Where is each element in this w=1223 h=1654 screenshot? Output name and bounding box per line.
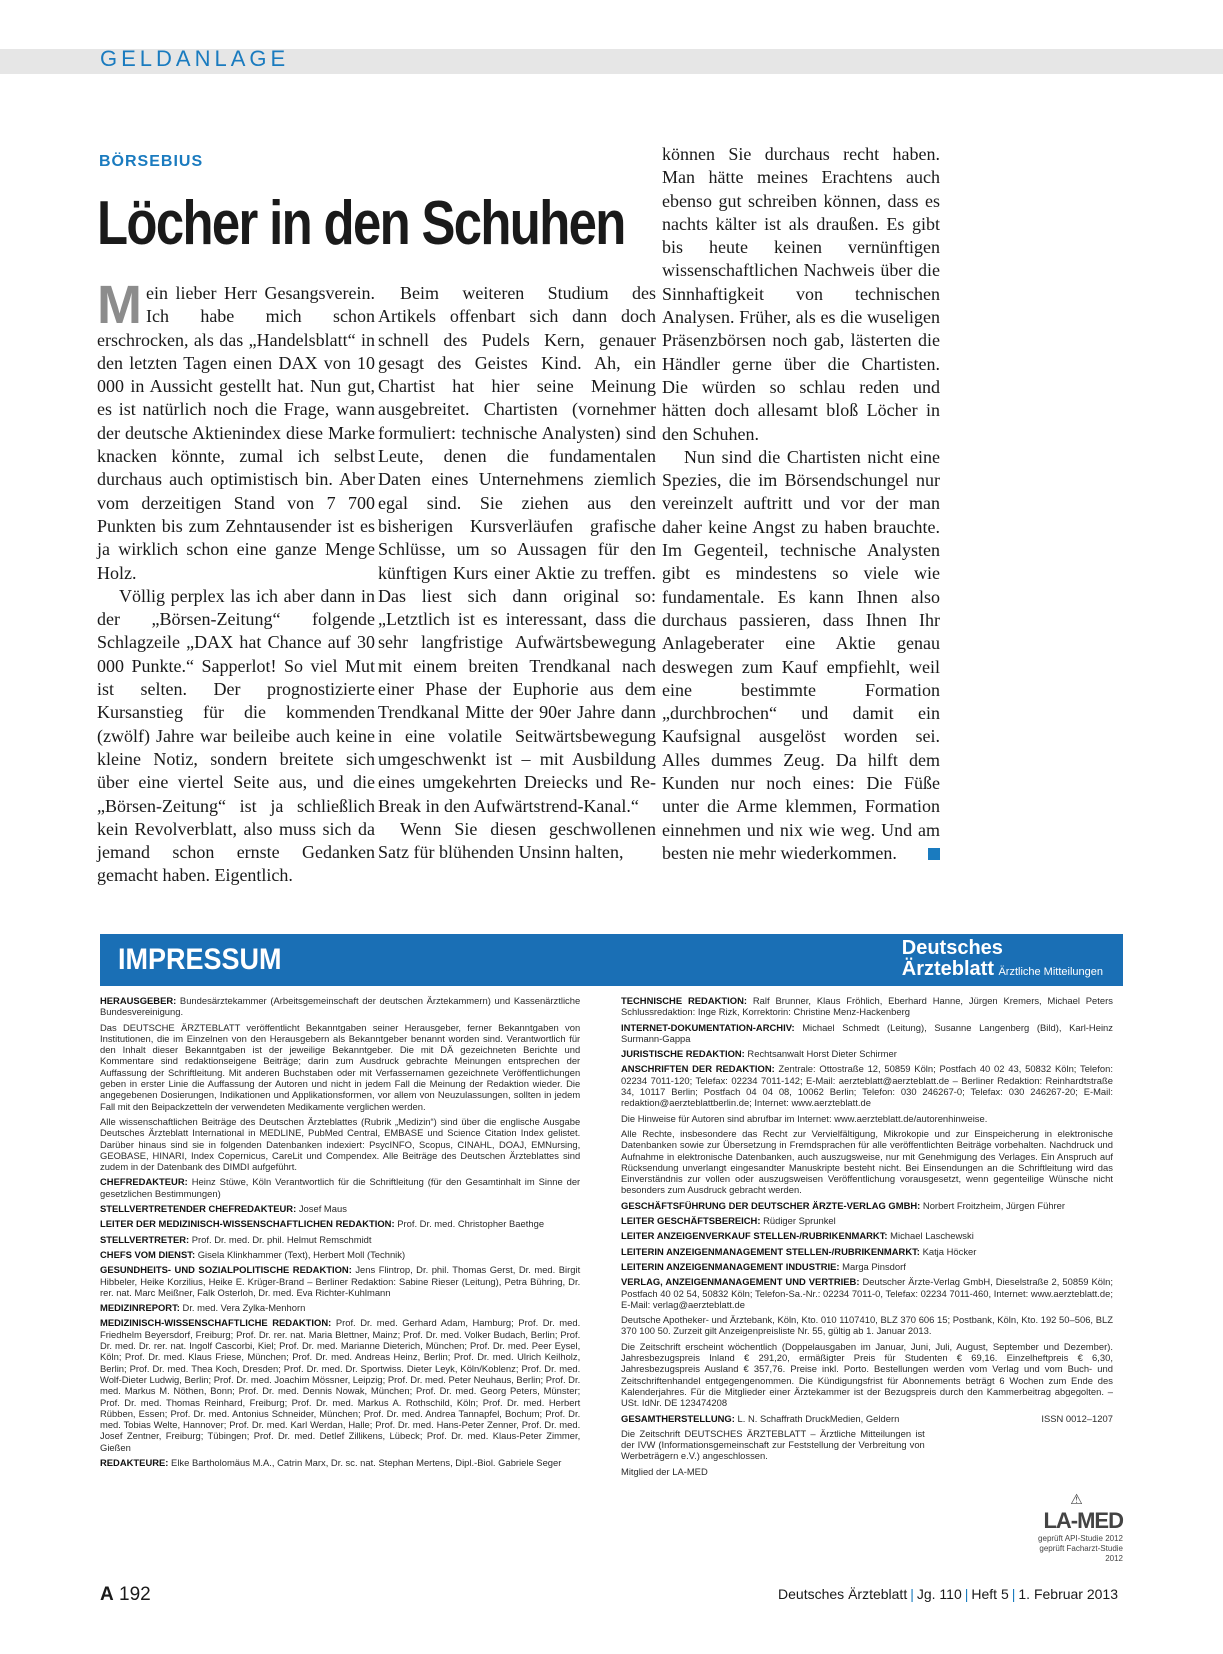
article-paragraph: können Sie durchaus recht haben. Man hätte meines Erachtens auch ebenso gut schreiben können, dass es nachts kälter ist als draußen. Es gibt bis heute keinen vernünftigen wissenschaftlichen Nachweis über die Sinnhaftigkeit von technischen Analysen. Früher, als es die wuseligen Präsenzbörsen noch gab, lästerten die Händler gerne über die Chartisten. Die würden so schlau reden und hätten doch allesamt bloß Löcher in den Schuhen. [662, 144, 940, 444]
article-kicker: BÖRSEBIUS [99, 153, 204, 170]
impressum-entry: LEITERIN ANZEIGENMANAGEMENT INDUSTRIE: Marga Pinsdorf [621, 1261, 906, 1273]
impressum-entry: MEDIZINREPORT: Dr. med. Vera Zylka-Menhorn [100, 1303, 306, 1315]
impressum-entry: Die Zeitschrift erscheint wöchentlich (Doppelausgaben im Januar, Juni, Juli, August, September und Dezember). Jahresbezugspreis Inland € 291,20, ermäßigter Preis für Studenten € 69,16. Einzelheftpreis € 6,30, Jahresbezugspreis Ausland € 357,76. Preise inkl. Porto. Bestellungen werden vom Verlag und vom Buch- und Zeitschriftenhandel entgegengenommen. Die Kündigungsfrist für Abonnements beträgt 6 Wochen zum Ende des Kalenderjahres. Für die Mitglieder einer Ärztekammer ist der Bezugspreis durch den Kammerbeitrag abgegolten. – USt. IdNr. DE 123474208 [621, 1341, 1113, 1410]
ivw-note: Die Zeitschrift DEUTSCHES ÄRZTEBLATT – Ärztliche Mitteilungen ist der IVW (Informationsgemeinschaft zur Feststellung der Verbreitung von Werbeträgern e.V.) angeschlossen. [621, 1428, 925, 1463]
article-paragraph: Mein lieber Herr Gesangsverein. Ich habe mich schon erschrocken, als das „Handelsblatt“ in den letzten Tagen einen DAX von 10 000 in Aussicht gestellt hat. Nun gut, es ist natürlich noch die Frage, wann der deutsche Aktienindex diese Marke knacken könnte, zumal ich selbst durchaus auch optimistisch bin. Aber vom derzeitigen Stand von 7 700 Punkten bis zum Zehntausender ist es ja wirklich schon eine ganze Menge Holz. [97, 275, 375, 583]
brand-logo [902, 938, 1103, 980]
impressum-entry: STELLVERTRETENDER CHEFREDAKTEUR: Josef Maus [100, 1204, 347, 1216]
brand-line-2: Ärzteblatt [901, 958, 994, 980]
lamed-note: geprüft API-Studie 2012 [1038, 1534, 1123, 1543]
impressum-production: GESAMTHERSTELLUNG: L. N. Schaffrath DruckMedien, Geldern ISSN 0012–1207 [621, 1413, 1113, 1425]
article-column-3 [662, 143, 940, 865]
impressum-entry: LEITER ANZEIGENVERKAUF STELLEN-/RUBRIKENMARKT: Michael Laschewski [621, 1231, 974, 1243]
impressum-entry: HERAUSGEBER: Bundesärztekammer (Arbeitsgemeinschaft der deutschen Ärztekammern) und Kassenärztliche Bundesvereinigung. [100, 996, 581, 1019]
impressum-entry: VERLAG, ANZEIGENMANAGEMENT UND VERTRIEB: Deutscher Ärzte-Verlag GmbH, Dieselstraße 2, 50859 Köln; Postfach 40 02 54, 50832 Köln; Telefon-Sa.-Nr.: 02234 7011-0, Telefax: 02234 7011-460, Internet: www.aerzteblatt.de; E-Mail: verlag@aerzteblatt.de [621, 1277, 1113, 1311]
footer-date: 1. Februar 2013 [1018, 1586, 1118, 1602]
lamed-logo: LA-MED [1043, 1508, 1123, 1533]
lamed-badge [1030, 1491, 1123, 1564]
impressum-entry: ANSCHRIFTEN DER REDAKTION: Zentrale: Ottostraße 12, 50859 Köln; Postfach 40 02 43, 50832 Köln; Telefon: 02234 7011-120; Telefax: 02234 7011-142; E-Mail: aerzteblatt@aerzteblatt.de – Berliner Redaktion: Reinhardtstraße 34, 10117 Berlin; Postfach 04 04 08, 10062 Berlin; Telefon: 030 246267-0; Telefax: 030 246267-20; E-Mail: redaktion@aerzteblattberlin.de; Internet: www.aerzteblatt.de [621, 1064, 1113, 1110]
section-label: GELDANLAGE [100, 46, 290, 71]
impressum-entry: GESCHÄFTSFÜHRUNG DER DEUTSCHER ÄRZTE-VERLAG GMBH: Norbert Froitzheim, Jürgen Führer [621, 1200, 1066, 1212]
impressum-entry: TECHNISCHE REDAKTION: Ralf Brunner, Klaus Fröhlich, Eberhard Hanne, Jürgen Kremers, Michael Peters Schlussredaktion: Inge Rizk, Korrektorin: Christine Menz-Hackenberg [621, 996, 1113, 1019]
impressum-entry: JURISTISCHE REDAKTION: Rechtsanwalt Horst Dieter Schirmer [621, 1049, 897, 1061]
article-column-1 [97, 275, 375, 888]
article-paragraph: Nun sind die Chartisten nicht eine Spezies, die im Börsendschungel nur vereinzelt auftritt und vor der man daher keine Angst zu haben brauchte. Im Gegenteil, technische Analysten gibt es mindestens so viele wie fundamentale. Es kann Ihnen also durchaus passieren, dass Ihnen Ihr Anlageberater eine Aktie genau deswegen zum Kauf empfiehlt, weil eine bestimmte Formation „durchbrochen“ und damit ein Kaufsignal ausgelöst worden sei. Alles dummes Zeug. Da hilft dem Kunden nur noch eines: Die Füße unter die Arme klemmen, Formation einnehmen und nix wie weg. Und am besten nie mehr wiederkommen. [662, 446, 940, 863]
impressum-entry: MEDIZINISCH-WISSENSCHAFTLICHE REDAKTION: Prof. Dr. med. Gerhard Adam, Hamburg; Prof. Dr. med. Friedhelm Beyersdorf, Freiburg; Prof. Dr. rer. nat. Maria Blettner, Mainz; Prof. Dr. med. Volker Budach, Berlin; Prof. Dr. med. Dr. rer. nat. Ingolf Cascorbi, Kiel; Prof. Dr. med. Marianne Dieterich, München; Prof. Dr. med. Peer Eysel, Köln; Prof. Dr. med. Klaus Friese, München; Prof. Dr. med. Andreas Heinz, Berlin; Prof. Dr. med. Ulrich Keilholz, Berlin; Prof. Dr. med. Thea Koch, Dresden; Prof. Dr. med. Dr. Sportwiss. Dieter Leyk, Köln/Koblenz; Prof. Dr. med. Wolf-Dieter Ludwig, Berlin; Prof. Dr. med. Joachim Mössner, Leipzig; Prof. Dr. med. Peter Neuhaus, Berlin; Prof. Dr. med. Markus M. Nöthen, Bonn; Prof. Dr. med. Dennis Nowak, München; Prof. Dr. med. Georg Peters, Münster; Prof. Dr. med. Thomas Reinhard, Freiburg; Prof. Dr. med. Markus A. Rothschild, Köln; Prof. Dr. med. Herbert Rübben, Essen; Prof. Dr. med. Antonius Schneider, München; Prof. Dr. med. Andrea Tannapfel, Bochum; Prof. Dr. med. Tobias Welte, Hannover; Prof. Dr. med. Karl Werdan, Halle; Prof. Dr. med. Hans-Peter Zenner, Prof. Dr. med. Josef Zentner, Freiburg; Tübingen; Prof. Dr. med. Detlef Zillikens, Lübeck; Prof. Dr. med. Klaus-Peter Zimmer, Gießen [100, 1318, 581, 1454]
impressum-right-column [621, 996, 1113, 1482]
article-headline: Löcher in den Schuhen [97, 189, 625, 258]
impressum-entry: Alle wissenschaftlichen Beiträge des Deutschen Ärzteblattes (Rubrik „Medizin“) sind über die englische Ausgabe Deutsches Ärzteblatt International in MEDLINE, PubMed Central, EMBASE und Science Citation Index gelistet. Darüber hinaus sind sie in folgenden Datenbanken indexiert: PsycINFO, Scopus, CINAHL, DOAJ, EMNursing, GEOBASE, HINARI, Index Copernicus, CareLit und Compendex. Alle Beiträge des Deutschen Ärzteblattes sind zudem in der Datenbank des DIMDI aufgeführt. [100, 1116, 581, 1174]
lamed-membership: Mitglied der LA-MED [621, 1466, 708, 1478]
brand-subtitle: Ärztliche Mitteilungen [998, 966, 1103, 978]
impressum-entry: GESUNDHEITS- UND SOZIALPOLITISCHE REDAKTION: Jens Flintrop, Dr. phil. Thomas Gerst, Dr. med. Birgit Hibbeler, Heike Korzilius, Heike E. Krüger-Brand – Berliner Redaktion: Sabine Rieser (Leitung), Petra Bühring, Dr. rer. nat. Marc Meißner, Falk Osterloh, Dr. med. Eva Richter-Kuhlmann [100, 1265, 581, 1299]
footer-citation: Deutsches Ärzteblatt | Jg. 110 | Heft 5 | 1. Februar 2013 [778, 1586, 1118, 1602]
article-paragraph: Völlig perplex las ich aber dann in der „Börsen-Zeitung“ folgende Schlagzeile „DAX hat Chance auf 30 000 Punkte.“ Sapperlot! So viel Mut ist selten. Der prognostizierte Kursanstieg für die kommenden (zwölf) Jahre war beileibe auch keine kleine Notiz, sondern breitete sich über eine viertel Seite aus, und die „Börsen-Zeitung“ ist ja schließlich kein Revolverblatt, also muss sich da jemand schon ernste Gedanken gemacht haben. Eigentlich. [97, 585, 375, 886]
page-number: A 192 [100, 1584, 151, 1605]
dropcap: M [97, 275, 142, 335]
end-mark-icon [928, 848, 940, 860]
lamed-triangle-icon: ⚠ [1070, 1491, 1083, 1507]
impressum-entry: Die Hinweise für Autoren sind abrufbar im Internet: www.aerzteblatt.de/autorenhinweise. [621, 1113, 988, 1125]
impressum-entry: Das DEUTSCHE ÄRZTEBLATT veröffentlicht Bekanntgaben seiner Herausgeber, ferner Bekanntgaben von Institutionen, die im Einzelnen von den Herausgebern als Bekanntgeber benannt worden sind. Verantwortlich für den Inhalt dieser Bekanntgaben ist der jeweilige Bekanntgeber. Die mit DÄ gezeichneten Berichte und Kommentare sind redaktionseigene Beiträge; darin zum Ausdruck gebrachte Meinungen entsprechen der Auffassung der Schriftleitung. Mit anderen Buchstaben oder mit Verfassernamen gezeichnete Veröffentlichungen geben in erster Linie die Auffassung der Autoren und nicht in jedem Fall die Meinung der Redaktion wieder. Die angegebenen Dosierungen, Indikationen und Applikationsformen, vor allem von Neuzulassungen, sollten in jedem Fall mit den Beipackzetteln der verwendeten Medikamente verglichen werden. [100, 1022, 581, 1113]
impressum-entry: CHEFREDAKTEUR: Heinz Stüwe, Köln Verantwortlich für die Schriftleitung (für den Gesamtinhalt im Sinne der gesetzlichen Bestimmungen) [100, 1177, 581, 1200]
article-paragraph: Beim weiteren Studium des Artikels offenbart sich dann doch schnell des Pudels Kern, genauer gesagt des Geistes Kind. Ah, ein Chartist hat hier seine Meinung ausgebreitet. Chartisten (vornehmer formuliert: technische Analysten) sind Leute, denen die fundamentalen Daten eines Unternehmens ziemlich egal sind. Sie ziehen aus den bisherigen Kursverläufen grafische Schlüsse, um so Aussagen für den künftigen Kurs einer Aktie zu treffen. Das liest sich dann original so: „Letztlich ist es interessant, dass die sehr langfristige Aufwärtsbewegung mit einem breiten Trendkanal nach einer Phase der Euphorie aus dem Trendkanal Mitte der 90er Jahre dann in eine volatile Seitwärtsbewegung umgeschwenkt ist – mit Ausbildung eines umgekehrten Dreiecks und Re-Break in den Aufwärtstrend-Kanal.“ [378, 283, 656, 816]
impressum-entry: LEITER GESCHÄFTSBEREICH: Rüdiger Sprunkel [621, 1216, 836, 1228]
impressum-title: IMPRESSUM [118, 943, 282, 976]
impressum-entry: STELLVERTRETER: Prof. Dr. med. Dr. phil. Helmut Remschmidt [100, 1234, 372, 1246]
issn: ISSN 0012–1207 [1041, 1413, 1113, 1425]
lamed-note: geprüft Facharzt-Studie 2012 [1039, 1544, 1123, 1563]
footer-volume: Jg. 110 [916, 1586, 962, 1602]
impressum-right-entries [621, 996, 1113, 1410]
impressum-entry: Deutsche Apotheker- und Ärztebank, Köln, Kto. 010 1107410, BLZ 370 606 15; Postbank, Köln, Kto. 192 50–506, BLZ 370 100 50. Zurzeit gilt Anzeigenpreisliste Nr. 55, gültig ab 1. Januar 2013. [621, 1315, 1113, 1338]
footer-journal: Deutsches Ärzteblatt [778, 1586, 908, 1602]
impressum-entry: Alle Rechte, insbesondere das Recht zur Vervielfältigung, Mikrokopie und zur Einspeicherung in elektronische Datenbanken sowie zur Übersetzung in Fremdsprachen für alle veröffentlichten Beiträge vorbehalten. Nachdruck und Aufnahme in elektronische Datenbanken, auch auszugsweise, nur mit Genehmigung des Verlages. Ein Anspruch auf Rücksendung unverlangt eingesandter Manuskripte besteht nicht. Bei Einsendungen an die Schriftleitung wird das Einverständnis zur vollen oder auszugsweisen Veröffentlichung vorausgesetzt, wenn gegenteilige Wünsche nicht besonders zum Ausdruck gebracht werden. [621, 1128, 1113, 1197]
footer-issue: Heft 5 [971, 1586, 1009, 1602]
brand-line-1: Deutsches [901, 937, 1003, 959]
impressum-header [100, 934, 1123, 986]
article-column-2 [378, 282, 656, 864]
article-paragraph: Wenn Sie diesen geschwollenen Satz für blühenden Unsinn halten, [378, 818, 656, 863]
impressum-entry: INTERNET-DOKUMENTATION-ARCHIV: Michael Schmedt (Leitung), Susanne Langenberg (Bild), Karl-Heinz Surmann-Gappa [621, 1022, 1113, 1045]
impressum-entry: LEITER DER MEDIZINISCH-WISSENSCHAFTLICHEN REDAKTION: Prof. Dr. med. Christopher Baethge [100, 1219, 545, 1231]
impressum-left-column [100, 996, 580, 1473]
impressum-entry: REDAKTEURE: Elke Bartholomäus M.A., Catrin Marx, Dr. sc. nat. Stephan Mertens, Dipl.-Biol. Gabriele Seger [100, 1457, 562, 1469]
impressum-entry: CHEFS VOM DIENST: Gisela Klinkhammer (Text), Herbert Moll (Technik) [100, 1249, 406, 1261]
impressum-entry: LEITERIN ANZEIGENMANAGEMENT STELLEN-/RUBRIKENMARKT: Katja Höcker [621, 1246, 977, 1258]
